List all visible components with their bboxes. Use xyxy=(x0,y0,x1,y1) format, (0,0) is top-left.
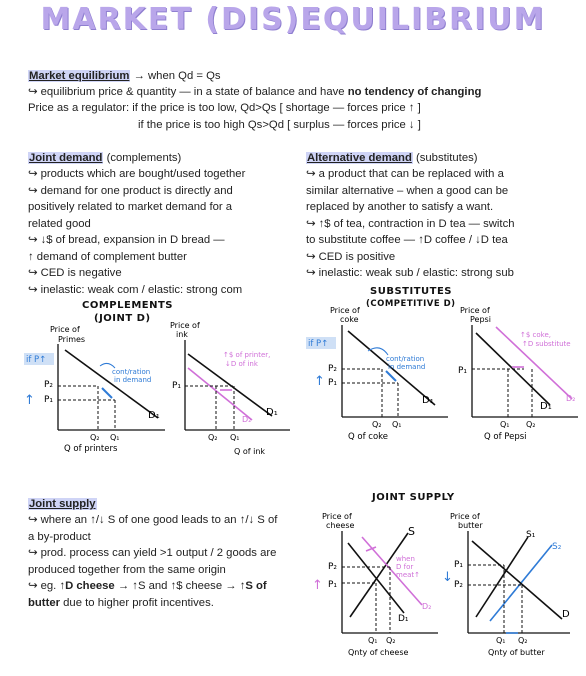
joint-demand-line: ↑ demand of complement butter xyxy=(28,250,187,263)
axis-label: Price of xyxy=(450,512,480,521)
x-axis-label: Q of Pepsi xyxy=(484,432,527,442)
p1-label: P₁ xyxy=(458,366,468,376)
complements-graph-1 xyxy=(24,325,165,454)
joint-supply-heading: Joint supply xyxy=(29,498,96,510)
axis-label: Price of xyxy=(170,321,200,330)
p2-label: P₂ xyxy=(454,580,464,590)
joint-demand-line: ↪ ↓$ of bread, expansion in D bread — xyxy=(28,234,225,246)
joint-supply-list xyxy=(28,512,277,611)
joint-supply-graph-2 xyxy=(442,512,570,657)
p2-label: P₂ xyxy=(328,364,338,374)
substitutes-graph-1 xyxy=(306,306,448,442)
q1-label: Q₁ xyxy=(500,420,510,429)
axis-label: ink xyxy=(176,330,188,339)
q1-label: Q₁ xyxy=(392,420,402,429)
x-axis-label: Q of ink xyxy=(234,447,266,456)
joint-supply-line: ↪ prod. process can yield >1 output / 2 goods are xyxy=(28,547,277,559)
p2-label: P₂ xyxy=(328,562,338,572)
joint-demand-heading: Joint demand xyxy=(29,152,103,164)
joint-supply-line: a by-product xyxy=(28,530,91,543)
market-eq-line-4: if the price is too high Qs>Qd [ surplus — forces price ↓ ] xyxy=(138,119,421,131)
curve-label: D₂ xyxy=(422,602,432,611)
market-eq-l1: → when Qd = Qs xyxy=(130,70,221,82)
market-eq-l2b: no tendency of changing xyxy=(347,86,482,98)
joint-demand-line: ↪ demand for one product is directly and xyxy=(28,184,233,197)
joint-demand-line: ↪ products which are bought/used together xyxy=(28,168,246,180)
alt-demand-heading: Alternative demand xyxy=(307,152,412,164)
curve-label: D₁ xyxy=(540,401,552,412)
up-arrow-icon: ↑ xyxy=(312,578,323,593)
p1-label: P₁ xyxy=(454,560,464,570)
substitutes-graph-2 xyxy=(458,306,578,442)
alt-demand-line: ↪ a product that can be replaced with a xyxy=(306,168,504,180)
complements-title: COMPLEMENTS xyxy=(82,300,173,311)
note: ↓D of ink xyxy=(225,360,258,368)
alt-demand-line: similar alternative – when a good can be xyxy=(306,184,509,197)
alt-demand-line: replaced by another to satisfy a want. xyxy=(306,201,494,213)
axis-label: Price of xyxy=(50,325,80,334)
complements-graphs xyxy=(20,320,290,460)
curve-label: D₂ xyxy=(566,394,576,403)
text-bold: ↑S of xyxy=(239,580,267,592)
x-axis-label: Qnty of butter xyxy=(488,648,545,657)
axis-label: Pepsi xyxy=(470,315,491,324)
supply-curve-1 xyxy=(476,537,528,617)
supply-label: S xyxy=(408,525,415,538)
p2-label: P₂ xyxy=(44,380,54,390)
alt-demand-line: ↪ CED is positive xyxy=(306,250,396,263)
curve-label: D xyxy=(562,609,570,620)
substitutes-graphs xyxy=(300,305,584,445)
axis-label: cheese xyxy=(326,521,355,530)
up-arrow-icon: ↑ xyxy=(24,393,35,408)
axis-label: Price of xyxy=(330,306,360,315)
curve-label: D₁ xyxy=(148,410,160,421)
note: ↑$ of printer, xyxy=(223,351,271,359)
p1-label: P₁ xyxy=(328,580,338,590)
note: meat↑ xyxy=(396,571,421,579)
joint-supply-graph-1 xyxy=(312,512,438,657)
q1-label: Q₁ xyxy=(368,636,378,645)
q1-label: Q₁ xyxy=(110,433,120,442)
text-bold: ↑D cheese xyxy=(59,580,115,592)
supply-label: S₁ xyxy=(526,530,536,540)
curve-label: D₁ xyxy=(422,395,434,406)
substitutes-subtitle: (COMPETITIVE D) xyxy=(366,299,456,309)
p1-label: P₁ xyxy=(328,378,338,388)
complements-graph-2 xyxy=(170,321,290,456)
joint-supply-line: produced together from the same origin xyxy=(28,563,226,576)
note: in demand xyxy=(114,376,152,384)
price-rise-tag: if P↑ xyxy=(26,355,47,365)
q2-label: Q₂ xyxy=(526,420,536,429)
text: due to higher profit incentives. xyxy=(60,596,214,609)
market-eq-l2a: ↪ equilibrium price & quantity — in a state of balance and have xyxy=(28,86,348,98)
p1-label: P₁ xyxy=(44,395,54,405)
x-axis-label: Qnty of cheese xyxy=(348,648,409,657)
price-rise-tag: if P↑ xyxy=(308,339,329,349)
q1-label: Q₁ xyxy=(230,433,240,442)
axis-label: coke xyxy=(340,315,359,324)
joint-supply-graphs xyxy=(300,505,584,670)
q1-label: Q₁ xyxy=(496,636,506,645)
joint-supply-line: ↪ where an ↑/↓ S of one good leads to an ↑/↓ S of xyxy=(28,514,278,526)
demand-curve xyxy=(65,350,158,418)
q2-label: Q₂ xyxy=(518,636,528,645)
note: D for xyxy=(396,563,414,571)
alt-demand-line: ↪ ↑$ of tea, contraction in D tea — switch xyxy=(306,217,515,230)
x-axis-label: Q of coke xyxy=(348,432,389,442)
joint-demand-line: ↪ inelastic: weak com / elastic: strong com xyxy=(28,283,243,296)
market-eq-line-3: Price as a regulator: if the price is too low, Qd>Qs [ shortage — forces price ↑ ] xyxy=(28,102,421,114)
text: → ↑S and ↑$ cheese → xyxy=(114,580,240,592)
note: when xyxy=(396,555,415,563)
note: cont/ration xyxy=(386,355,425,363)
p1-label: P₁ xyxy=(172,381,182,391)
note: cont/ration xyxy=(112,368,151,376)
movement-arrow xyxy=(102,388,112,398)
axis-label: Price of xyxy=(322,512,352,521)
market-eq-heading: Market equilibrium xyxy=(29,70,130,82)
joint-demand-sub: (complements) xyxy=(103,152,182,164)
movement-arrow xyxy=(386,371,396,381)
alt-demand-sub: (substitutes) xyxy=(412,152,478,164)
x-axis-label: Q of printers xyxy=(64,444,118,454)
q2-label: Q₂ xyxy=(90,433,100,442)
market-eq-line-1 xyxy=(28,68,221,85)
alt-demand-line: ↪ inelastic: weak sub / elastic: strong sub xyxy=(306,267,514,279)
joint-demand-header xyxy=(28,150,181,167)
joint-supply-header xyxy=(28,496,97,513)
supply-label: S₂ xyxy=(552,542,562,552)
curve-label: D₁ xyxy=(398,614,409,624)
joint-supply-line xyxy=(28,578,277,595)
q2-label: Q₂ xyxy=(386,636,396,645)
axis-label: Primes xyxy=(58,335,86,344)
note: ↑$ coke, xyxy=(520,331,552,339)
text: ↪ eg. xyxy=(28,580,60,592)
alt-demand-header xyxy=(306,150,478,167)
q2-label: Q₂ xyxy=(372,420,382,429)
alt-demand-list xyxy=(306,166,515,282)
joint-supply-title: JOINT SUPPLY xyxy=(372,492,455,503)
note: ↑D substitute xyxy=(522,340,571,348)
axis-label: butter xyxy=(458,521,483,530)
page-title: MARKET (DIS)EQUILIBRIUM xyxy=(40,2,546,37)
note: in demand xyxy=(388,363,426,371)
curve-label: D₁ xyxy=(266,407,278,418)
joint-demand-line: positively related to market demand for a xyxy=(28,201,233,213)
down-arrow-icon: ↓ xyxy=(442,570,453,585)
alt-demand-line: to substitute coffee — ↑D coffee / ↓D tea xyxy=(306,234,508,246)
joint-demand-list xyxy=(28,166,245,298)
curve-label: D₂ xyxy=(242,415,252,424)
substitutes-title: SUBSTITUTES xyxy=(370,286,452,297)
market-eq-line-2 xyxy=(28,84,481,101)
q2-label: Q₂ xyxy=(208,433,218,442)
joint-supply-line xyxy=(28,595,277,612)
text-bold: butter xyxy=(28,596,61,609)
joint-demand-line: related good xyxy=(28,217,91,230)
complements-subtitle: (JOINT D) xyxy=(94,313,151,324)
up-arrow-icon: ↑ xyxy=(314,374,325,389)
axis-label: Price of xyxy=(460,306,490,315)
joint-demand-line: ↪ CED is negative xyxy=(28,267,122,279)
